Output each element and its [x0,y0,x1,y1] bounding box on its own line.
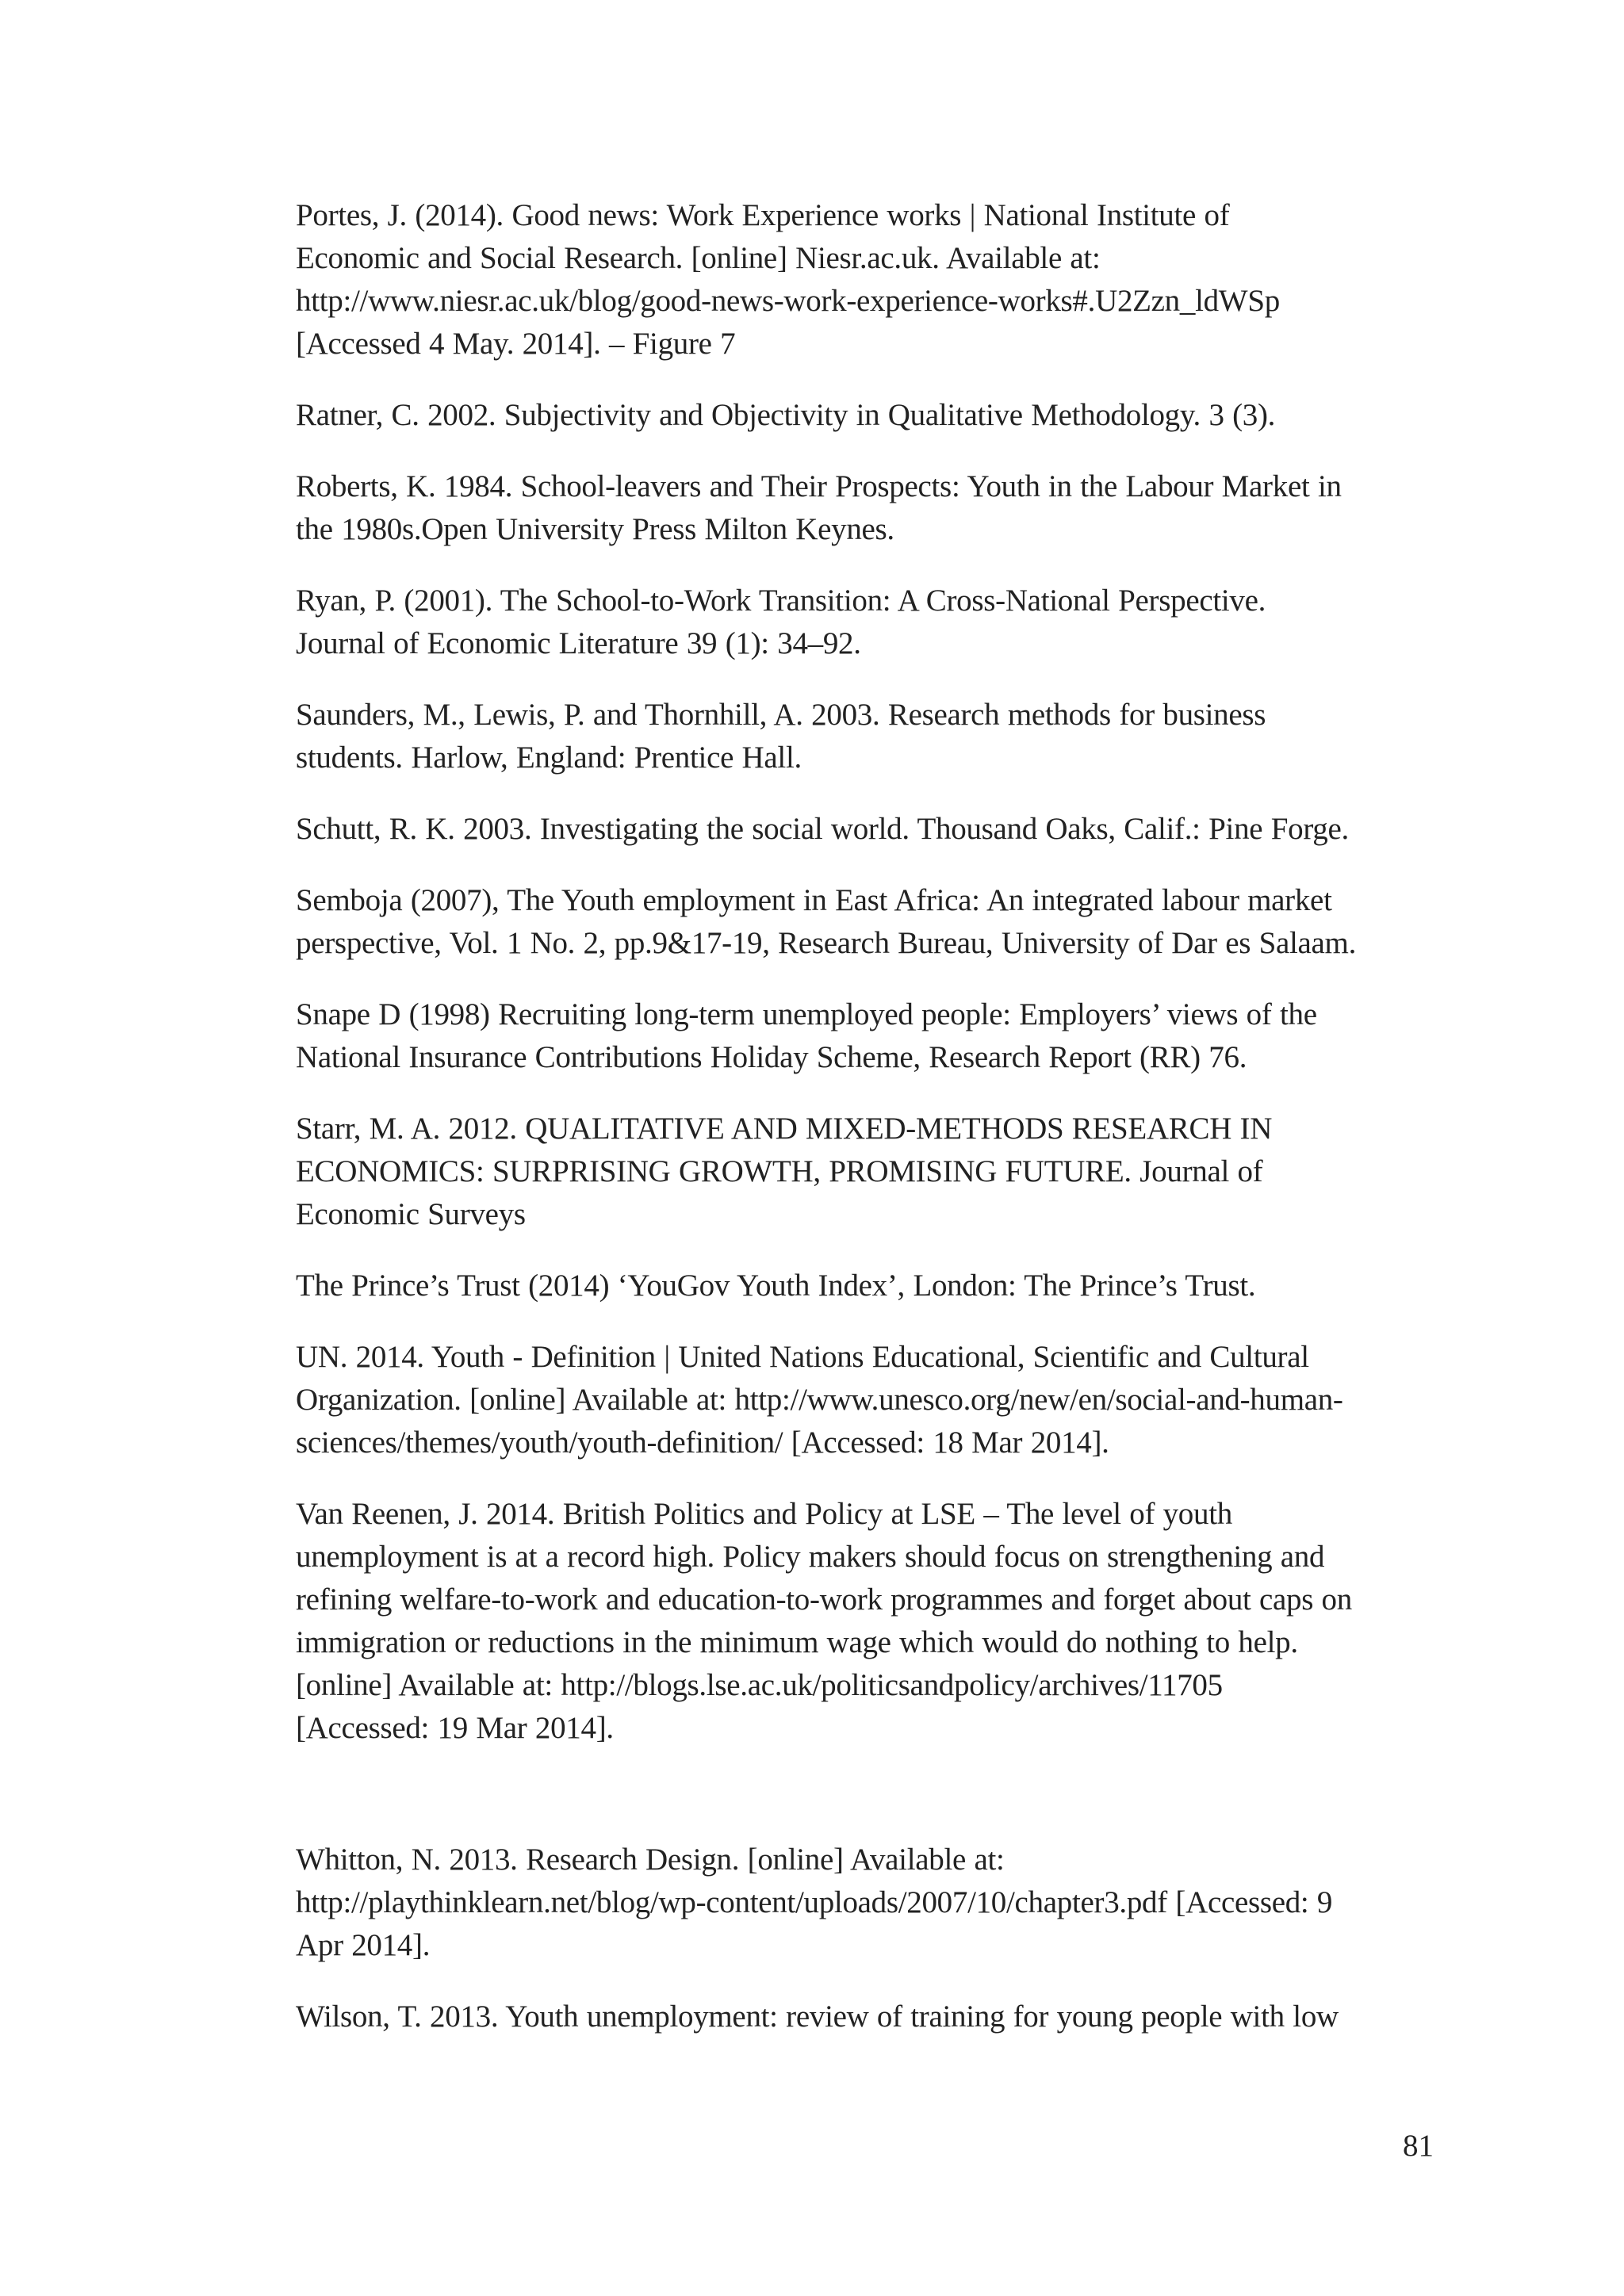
reference-princes-trust-2014: The Prince’s Trust (2014) ‘YouGov Youth Index’, London: The Prince’s Trust. [296,1269,1256,1303]
reference-starr-2012: Starr, M. A. 2012. QUALITATIVE AND MIXED-METHODS RESEARCH IN ECONOMICS: SURPRISING GROWTH, PROMISING FUTURE. Journal of Economic Surveys [296,1112,1273,1231]
page-number: 81 [1403,2129,1434,2163]
reference-snape-1998: Snape D (1998) Recruiting long-term unemployed people: Employers’ views of the National Insurance Contributions Holiday Scheme, Research Report (RR) 76. [296,997,1317,1074]
reference-saunders-2003: Saunders, M., Lewis, P. and Thornhill, A. 2003. Research methods for business students. Harlow, England: Prentice Hall. [296,698,1266,775]
reference-portes-2014: Portes, J. (2014). Good news: Work Experience works | National Institute of Economic and Social Research. [online] Niesr.ac.uk. Available at: http://www.niesr.ac.uk/blog/good-news-work-experience-works#.U2Zzn_ldWSp [Accessed 4 May. 2014]. – Figure 7 [296,198,1280,361]
reference-roberts-1984: Roberts, K. 1984. School-leavers and Their Prospects: Youth in the Labour Market in the 1980s.Open University Press Milton Keynes. [296,469,1342,546]
reference-van-reenen-2014: Van Reenen, J. 2014. British Politics and Policy at LSE – The level of youth unemployment is at a record high. Policy makers should focus on strengthening and refining welfare-to-work and education-to-work programmes and forget about caps on immigration or reductions in the minimum wage which would do nothing to help. [online] Available at: http://blogs.lse.ac.uk/politicsandpolicy/archives/11705 [Accessed: 19 Mar 2014]. [296,1497,1352,1745]
reference-un-2014: UN. 2014. Youth - Definition | United Nations Educational, Scientific and Cultural Organization. [online] Available at: http://www.unesco.org/new/en/social-and-human- sciences/themes/youth/youth-definition/ [Accessed: 18 Mar 2014]. [296,1340,1343,1460]
reference-whitton-2013: Whitton, N. 2013. Research Design. [online] Available at: http://playthinklearn.net/blog/wp-content/uploads/2007/10/chapter3.pdf [Accessed: 9 Apr 2014]. [296,1843,1333,1962]
reference-list [296,194,1450,2067]
reference-wilson-2013: Wilson, T. 2013. Youth unemployment: review of training for young people with low [296,1999,1339,2034]
reference-ryan-2001: Ryan, P. (2001). The School-to-Work Transition: A Cross-National Perspective. Journal of Economic Literature 39 (1): 34–92. [296,584,1266,660]
reference-semboja-2007: Semboja (2007), The Youth employment in East Africa: An integrated labour market perspective, Vol. 1 No. 2, pp.9&17-19, Research Bureau, University of Dar es Salaam. [296,883,1357,960]
reference-schutt-2003: Schutt, R. K. 2003. Investigating the social world. Thousand Oaks, Calif.: Pine Forge. [296,812,1349,846]
reference-ratner-2002: Ratner, C. 2002. Subjectivity and Objectivity in Qualitative Methodology. 3 (3). [296,398,1276,432]
